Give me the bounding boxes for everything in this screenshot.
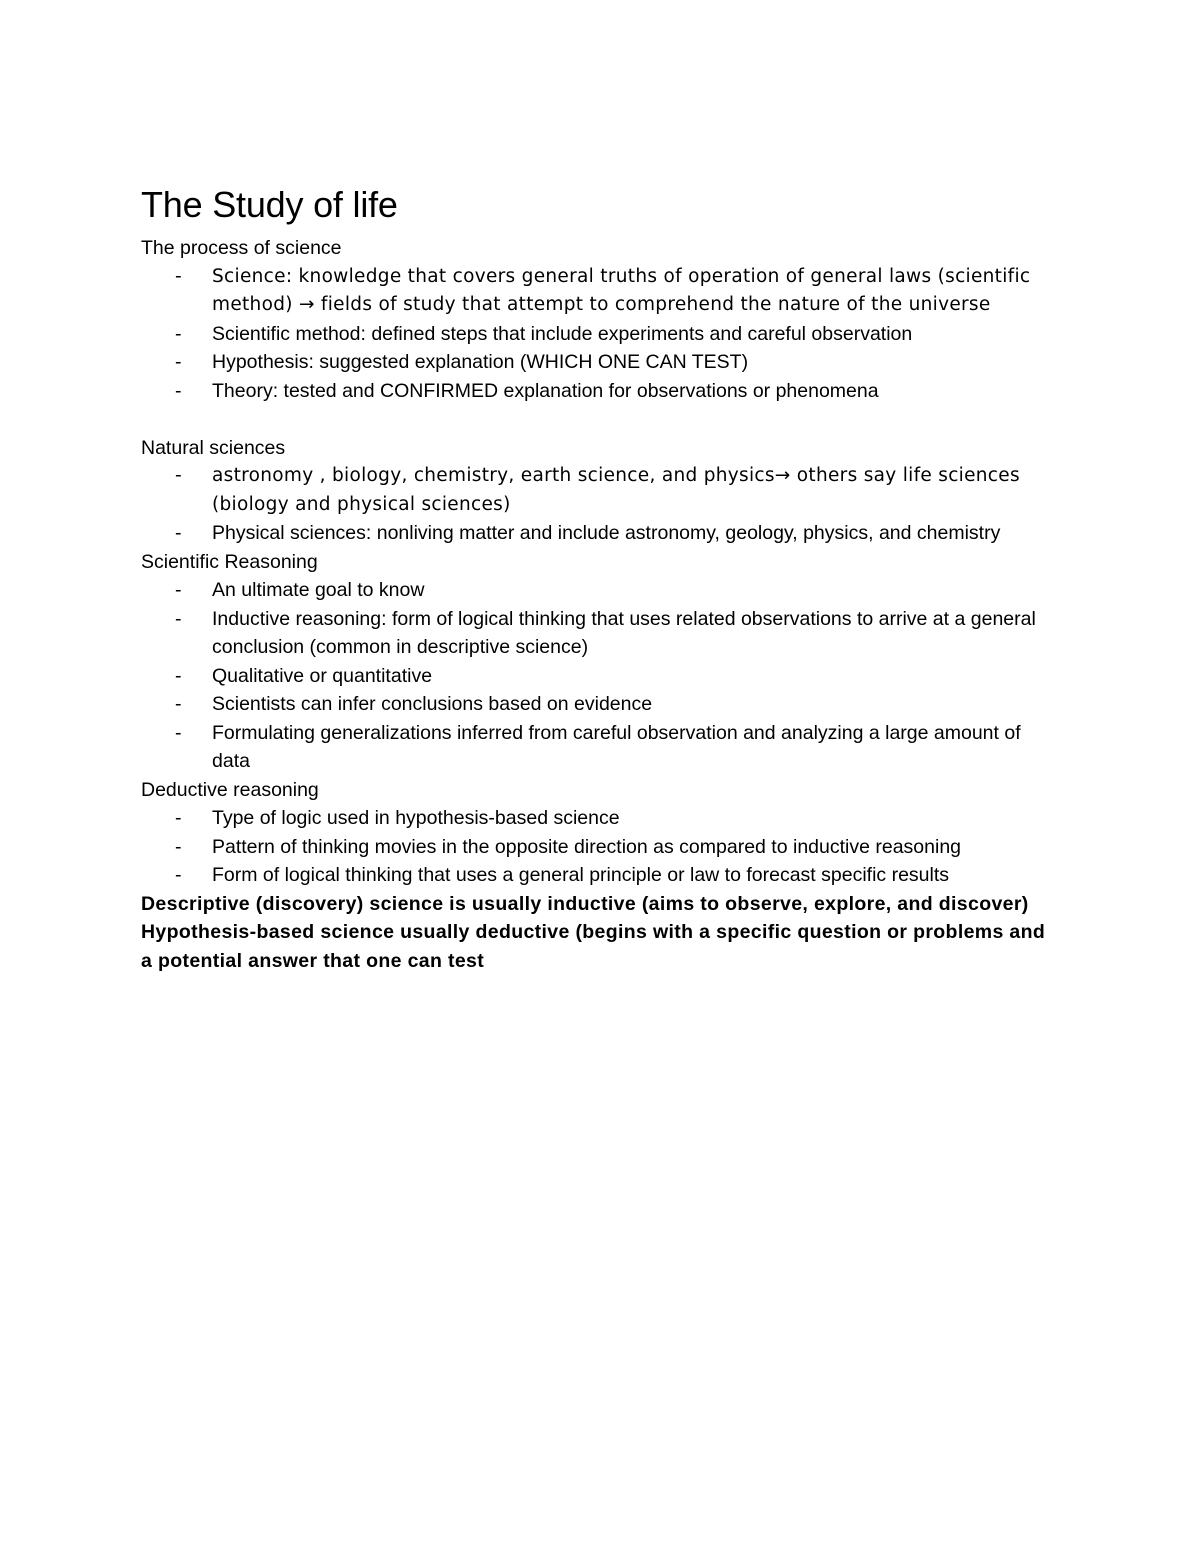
list-item: [175, 348, 1061, 377]
list-item: [175, 576, 1061, 605]
list-item-text: An ultimate goal to know: [212, 579, 425, 601]
list-item-text: Type of logic used in hypothesis-based science: [212, 807, 620, 829]
bullet-marker: -: [175, 579, 182, 601]
bold-note-descriptive-science: Descriptive (discovery) science is usually inductive (aims to observe, explore, and discover): [141, 892, 1029, 915]
bullet-marker: -: [175, 265, 182, 287]
list-item-text: Formulating generalizations inferred from careful observation and analyzing a large amount of data: [212, 721, 1021, 772]
list-item: [175, 320, 1061, 349]
list-item-text: Scientific method: defined steps that include experiments and careful observation: [212, 322, 913, 345]
bullet-marker: -: [175, 864, 182, 886]
list-item: [175, 662, 1061, 691]
bullet-marker: -: [175, 379, 182, 402]
section-process-of-science: [141, 234, 1061, 405]
bullet-marker: -: [175, 522, 182, 544]
section-heading: The process of science: [141, 237, 342, 259]
list-item-text: Hypothesis: suggested explanation (WHICH ONE CAN TEST): [212, 351, 749, 373]
list-item-text: Inductive reasoning: form of logical thinking that uses related observations to arrive at a general conclusion (common in descriptive science): [212, 607, 1036, 658]
bullet-list: [141, 263, 1061, 406]
bullet-marker: -: [175, 835, 182, 858]
bullet-list: [141, 576, 1061, 776]
list-item: [175, 690, 1061, 719]
page-title: The Study of life: [141, 184, 398, 225]
section-heading: Scientific Reasoning: [141, 550, 318, 573]
list-item: [175, 833, 1061, 862]
list-item-text: Form of logical thinking that uses a general principle or law to forecast specific results: [212, 864, 950, 886]
list-item-text: Theory: tested and CONFIRMED explanation for observations or phenomena: [212, 379, 879, 402]
list-item-text: Qualitative or quantitative: [212, 664, 433, 687]
list-item: [175, 263, 1061, 320]
list-item-text: Science: knowledge that covers general truths of operation of general laws (scientific method) → fields of study that attempt to comprehend the nature of the universe: [212, 265, 1031, 315]
section-natural-sciences: [141, 434, 1061, 548]
list-item: [175, 804, 1061, 833]
bullet-list: [141, 804, 1061, 890]
list-item-text: Pattern of thinking movies in the opposite direction as compared to inductive reasoning: [212, 835, 962, 858]
section-heading: Deductive reasoning: [141, 778, 319, 801]
list-item-text: Physical sciences: nonliving matter and include astronomy, geology, physics, and chemistry: [212, 522, 1001, 544]
list-item: [175, 719, 1061, 776]
section-heading: Natural sciences: [141, 436, 286, 459]
bullet-marker: -: [175, 807, 182, 829]
bullet-marker: -: [175, 664, 182, 687]
list-item: [175, 462, 1061, 519]
list-item-text: astronomy , biology, chemistry, earth science, and physics→ others say life sciences (biology and physical sciences): [212, 465, 1020, 515]
list-item: [175, 605, 1061, 662]
list-item: [175, 861, 1061, 890]
section-scientific-reasoning: [141, 548, 1061, 776]
bullet-marker: -: [175, 607, 182, 630]
section-deductive-reasoning: [141, 776, 1061, 890]
blank-line: [141, 405, 1061, 434]
list-item-text: Scientists can infer conclusions based on evidence: [212, 693, 653, 715]
bold-note-hypothesis-science: Hypothesis-based science usually deductive (begins with a specific question or problems and a potential answer that one can test: [141, 921, 1046, 972]
bullet-marker: -: [175, 693, 182, 715]
bullet-marker: -: [175, 322, 182, 345]
bullet-marker: -: [175, 351, 182, 373]
list-item: [175, 519, 1061, 548]
document-page: [141, 178, 1061, 975]
bullet-marker: -: [175, 721, 182, 744]
bullet-marker: -: [175, 465, 182, 486]
bullet-list: [141, 462, 1061, 548]
list-item: [175, 377, 1061, 406]
